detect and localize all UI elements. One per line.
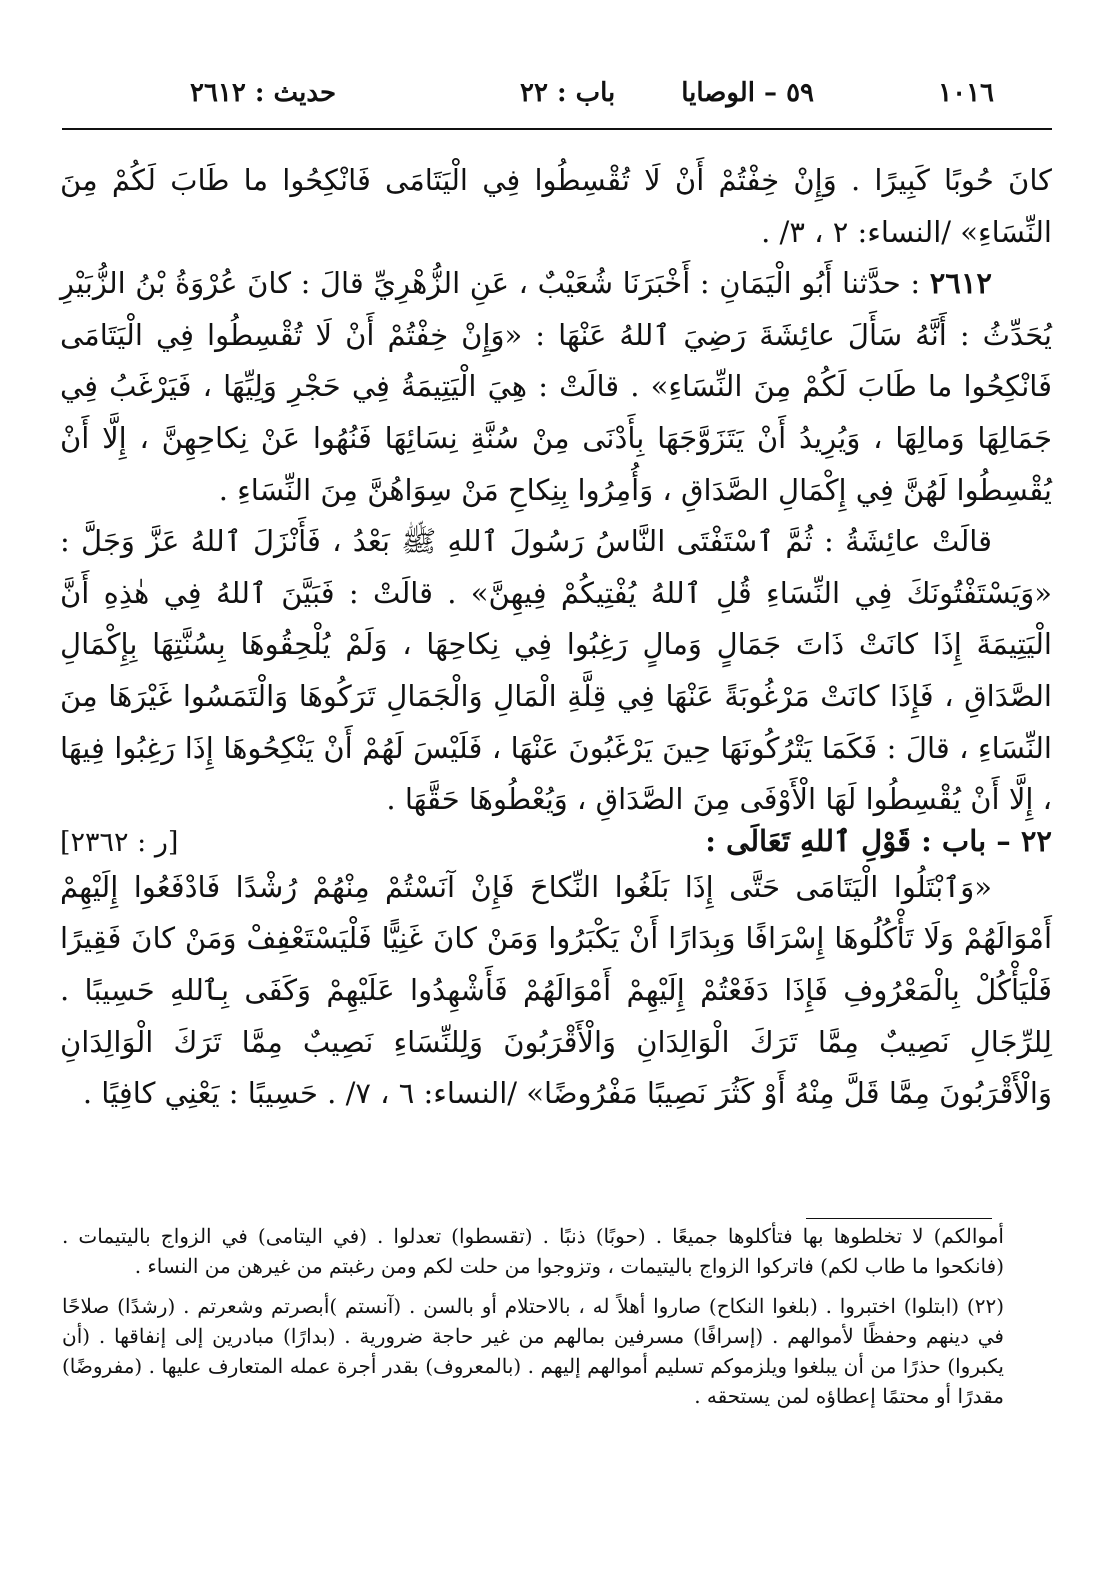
book-title: ٥٩ – الوصايا [681, 78, 814, 108]
cross-reference: [ر : ٢٣٦٢] [60, 826, 179, 858]
hadith-label: ٢٦١٢ [929, 266, 993, 301]
footnotes [62, 1221, 1004, 1421]
page-number: ١٠١٦ [938, 78, 994, 108]
hadith-text: : حدَّثنا أَبُو الْيَمَانِ : أَخْبَرَنَا شُعَيْبٌ ، عَنِ الزُّهْرِيِّ قالَ : كانَ عُرْوَةُ بْنُ الزُّبَيْرِ يُحَدِّثُ : أَنَّهُ سَأَلَ عائِشَةَ رَضِيَ ٱللهُ عَنْهَا : «وَإِنْ خِفْتُمْ أَنْ لَا تُقْسِطُوا فِي الْيَتَامَى فَانْكِحُوا ما طَابَ لَكُمْ مِنَ النِّسَاءِ» . قالَتْ : هِيَ الْيَتِيمَةُ فِي حَجْرِ وَلِيِّهَا ، فَيَرْغَبُ فِي جَمَالِهَا وَمالِهَا ، وَيُرِيدُ أَنْ يَتَزَوَّجَهَا بِأَدْنَى مِنْ سُنَّةِ نِسَائِهَا فَنُهُوا عَنْ نِكاحِهِنَّ ، إِلَّا أَنْ يُقْسِطُوا لَهُنَّ فِي إِكْمَالِ الصَّدَاقِ ، وَأُمِرُوا بِنِكاحِ مَنْ سِوَاهُنَّ مِنَ النِّسَاءِ . [60, 266, 1052, 507]
paragraph-verse: «وَٱبْتَلُوا الْيَتَامَى حَتَّى إِذَا بَلَغُوا النِّكاحَ فَإِنْ آنَسْتُمْ مِنْهُمْ رُشْدًا فَادْفَعُوا إِلَيْهِمْ أَمْوَالَهُمْ وَلَا تَأْكُلُوهَا إِسْرَافًا وَبِدَارًا أَنْ يَكْبَرُوا وَمَنْ كانَ غَنِيًّا فَلْيَسْتَعْفِفْ وَمَنْ كانَ فَقِيرًا فَلْيَأْكُلْ بِالْمَعْرُوفِ فَإِذَا دَفَعْتُمْ إِلَيْهِمْ أَمْوَالَهُمْ فَأَشْهِدُوا عَلَيْهِمْ وَكَفَى بِٱللهِ حَسِيبًا . لِلرِّجَالِ نَصِيبٌ مِمَّا تَرَكَ الْوَالِدَانِ وَالْأَقْرَبُونَ وَلِلنِّسَاءِ نَصِيبٌ مِمَّا تَرَكَ الْوَالِدَانِ وَالْأَقْرَبُونَ مِمَّا قَلَّ مِنْهُ أَوْ كَثُرَ نَصِيبًا مَفْرُوضًا» /النساء: ٦ ، ٧/ . حَسِيبًا : يَعْنِي كافِيًا . [60, 869, 1052, 1111]
paragraph-verse-end: كانَ حُوبًا كَبِيرًا . وَإِنْ خِفْتُمْ أَنْ لَا تُقْسِطُوا فِي الْيَتَامَى فَانْكِحُوا ما طَابَ لَكُمْ مِنَ النِّسَاءِ» /النساء: ٢ ، ٣/ . [60, 163, 1052, 249]
hadith-number: حديث : ٢٦١٢ [190, 78, 337, 108]
paragraph-hadith [60, 258, 1052, 516]
bab-heading: ٢٢ – باب : قَوْلِ ٱللهِ تَعَالَى : [705, 823, 1052, 858]
header-divider [62, 128, 1052, 130]
bab-number: باب : ٢٢ [520, 78, 616, 108]
page-header [190, 78, 994, 118]
bab-heading-line [60, 822, 1052, 862]
footnote-2: (٢٢) (ابتلوا) اختبروا . (بلغوا النكاح) صاروا أهلاً له ، بالاحتلام أو بالسن . (آنستم )أبصرتم وشعرتم . (رشدًا) صلاحًا في دينهم وحفظًا لأموالهم . (إسرافًا) مسرفين بمالهم من غير حاجة ضرورية . (بدارًا) مبادرين إلى إنفاقها . (أن يكبروا) حذرًا من أن يبلغوا ويلزموكم تسليم أموالهم إليهم . (بالمعروف) بقدر أجرة عمله المتعارف عليها . (مفروضًا) مقدرًا أو محتمًا إعطاؤه لمن يستحقه . [62, 1294, 1005, 1408]
main-text [60, 155, 1052, 1120]
footnote-divider [806, 1218, 992, 1219]
footnote-1: أموالكم) لا تخلطوها بها فتأكلوها جميعًا . (حوبًا) ذنبًا . (تقسطوا) تعدلوا . (في اليتامى) في الزواج باليتيمات . (فانكحوا ما طاب لكم) فاتركوا الزواج باليتيمات ، وتزوجوا من حلت لكم ومن رغبتم من غيرهن من النساء . [62, 1224, 1004, 1278]
paragraph-aisha: قالَتْ عائِشَةُ : ثُمَّ ٱسْتَفْتَى النَّاسُ رَسُولَ ٱللهِ ﷺ بَعْدُ ، فَأَنْزَلَ ٱللهُ عَزَّ وَجَلَّ : «وَيَسْتَفْتُونَكَ فِي النِّسَاءِ قُلِ ٱللهُ يُفْتِيكُمْ فِيهِنَّ» . قالَتْ : فَبَيَّنَ ٱللهُ فِي هٰذِهِ أَنَّ الْيَتِيمَةَ إِذَا كانَتْ ذَاتَ جَمَالٍ وَمالٍ رَغِبُوا فِي نِكاحِهَا ، وَلَمْ يُلْحِقُوهَا بِسُنَّتِهَا بِإِكْمَالِ الصَّدَاقِ ، فَإِذَا كانَتْ مَرْغُوبَةً عَنْهَا فِي قِلَّةِ الْمَالِ وَالْجَمَالِ تَرَكُوهَا وَالْتَمَسُوا غَيْرَهَا مِنَ النِّسَاءِ ، قالَ : فَكَمَا يَتْرُكُونَهَا حِينَ يَرْغَبُونَ عَنْهَا ، فَلَيْسَ لَهُمْ أَنْ يَنْكِحُوهَا إِذَا رَغِبُوا فِيهَا ، إِلَّا أَنْ يُقْسِطُوا لَهَا الْأَوْفَى مِنَ الصَّدَاقِ ، وَيُعْطُوهَا حَقَّهَا . [60, 524, 1052, 817]
